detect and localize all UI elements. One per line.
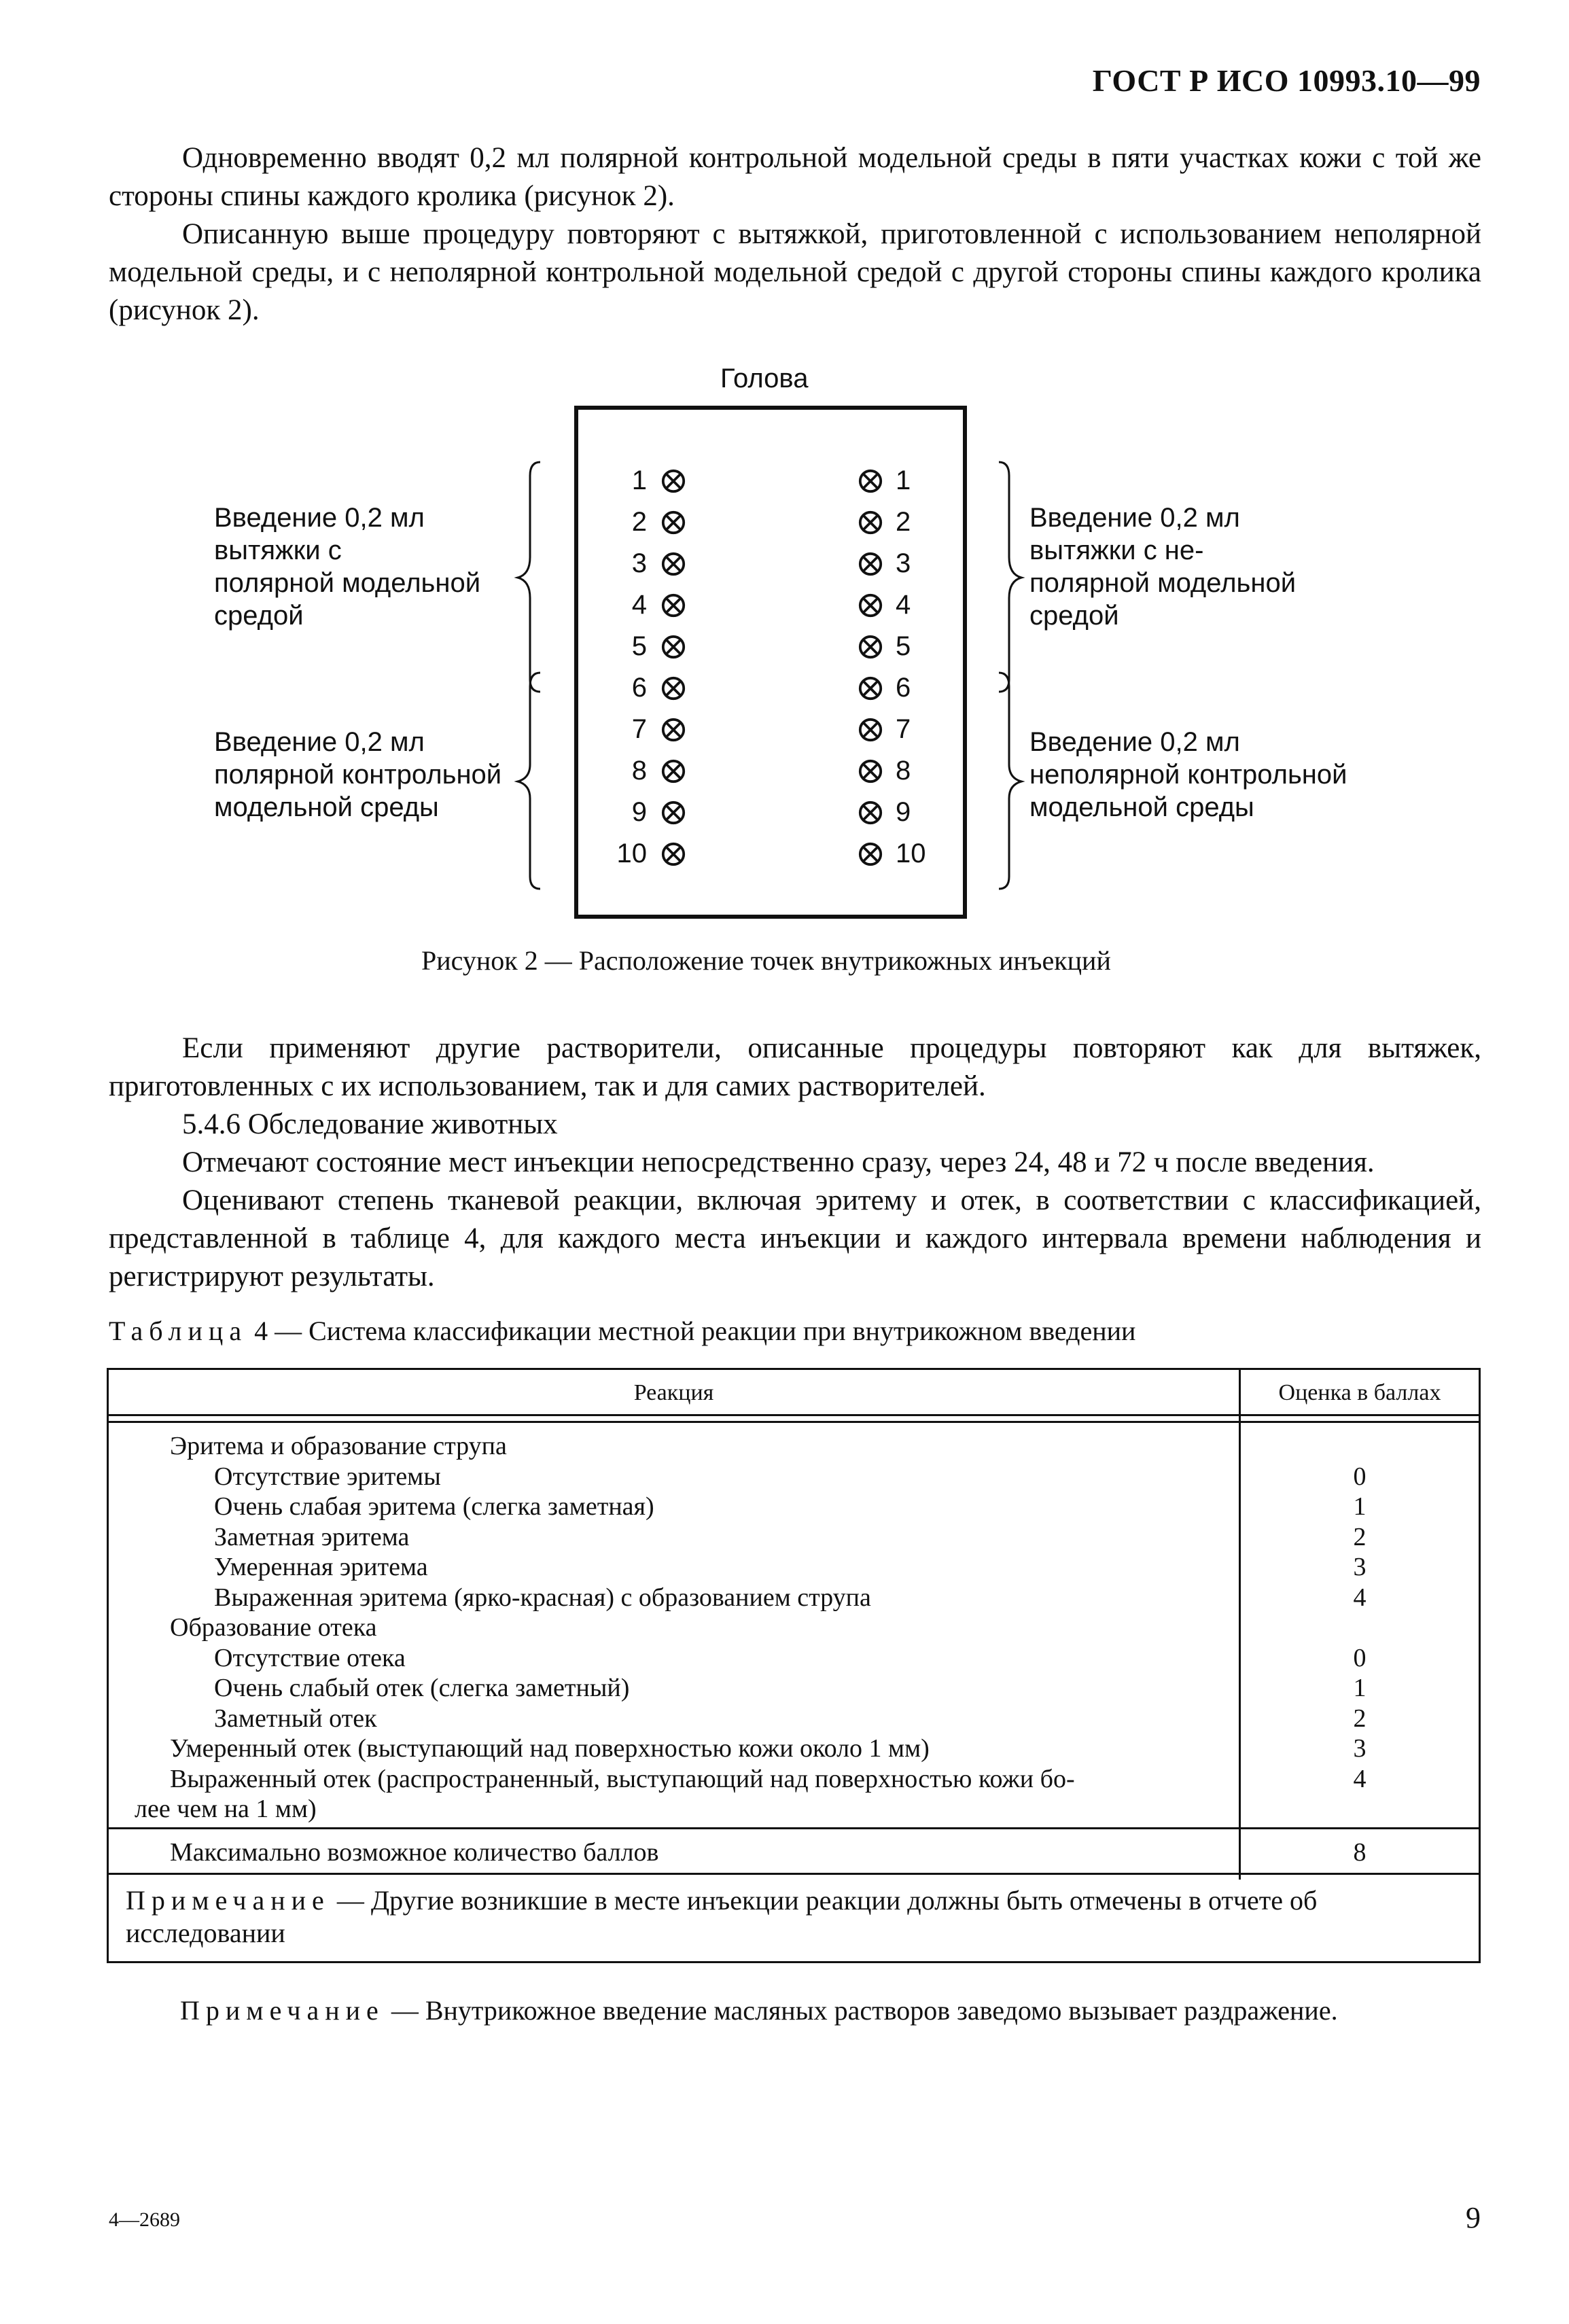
table-row-score: 0 [1353,1643,1367,1672]
table-title-text: 4 — Система классификации местной реакции при внутрикожном введении [254,1316,1136,1346]
right-injection-number: 8 [896,756,911,786]
right-injection-number: 1 [896,465,911,495]
table-row-reaction: Умеренная эритема [214,1553,428,1581]
label-line: вытяжки с не- [1029,535,1204,565]
table-row-score: 4 [1353,1764,1367,1793]
label-line: модельной среды [214,792,439,822]
left-injection-number: 9 [631,797,647,827]
label-left-bottom [214,726,501,824]
table-row-score: 1 [1353,1492,1367,1521]
row-rule [109,1873,1479,1875]
classification-table [107,1368,1481,1963]
brace-left-top [518,462,540,692]
intro-paragraph-1: Одновременно вводят 0,2 мл полярной контрольной модельной среды в пяти участках кожи с той же стороны спины каждого кролика (рисунок 2). [109,142,1481,212]
table-row-score: 1 [1353,1674,1367,1702]
table-row-reaction: Умеренный отек (выступающий над поверхностью кожи около 1 мм) [170,1734,930,1763]
table-row-reaction: лее чем на 1 мм) [135,1795,317,1823]
body-paragraph-1: Если применяют другие растворители, описанные процедуры повторяют как для вытяжек, приготовленных с их использованием, так и для самих растворителей. [109,1032,1481,1102]
column-divider [1239,1370,1241,1880]
table-title-word: Таблица [109,1316,248,1346]
label-right-bottom [1029,726,1347,824]
figure-head-label: Голова [720,364,809,393]
right-injection-number: 10 [896,839,926,868]
left-injection-number: 5 [631,631,647,661]
table-row-reaction: Отсутствие отека [214,1643,406,1672]
table-row-score: 3 [1353,1734,1367,1763]
label-line: Введение 0,2 мл [1029,727,1240,757]
brace-left-bottom [518,673,540,889]
max-label: Максимально возможное количество баллов [170,1838,659,1867]
label-line: полярной модельной [1029,568,1297,598]
header-rule [109,1421,1479,1423]
right-injection-number: 4 [896,590,911,620]
table-row-reaction: Эритема и образование струпа [170,1432,507,1460]
left-injection-number: 7 [631,714,647,744]
label-line: средой [214,601,304,631]
table-row-score: 3 [1353,1553,1367,1581]
right-injection-number: 5 [896,631,911,661]
table-row-reaction: Очень слабый отек (слегка заметный) [214,1674,630,1702]
right-injection-number: 7 [896,714,911,744]
left-injection-number: 6 [631,673,647,703]
bottom-note-word: Примечание [180,1995,385,2026]
table-row-reaction: Выраженная эритема (ярко-красная) с образованием струпа [214,1583,871,1612]
table-note-word: Примечание [126,1885,330,1916]
table-note [126,1884,1458,1950]
table-row-reaction: Заметный отек [214,1704,377,1733]
table-row-reaction: Образование отека [170,1613,377,1642]
max-value: 8 [1353,1838,1367,1867]
left-injection-number: 10 [616,839,647,868]
brace-right-top [999,462,1021,692]
brace-right-bottom [999,673,1021,889]
label-line: модельной среды [1029,792,1254,822]
table-note-text: — Другие возникшие в месте инъекции реакции должны быть отмечены в отчете об исследовании [126,1885,1318,1948]
bottom-note-text: — Внутрикожное введение масляных растворов заведомо вызывает раздражение. [384,1995,1338,2026]
table-row-reaction: Выраженный отек (распространенный, выступающий над поверхностью кожи бо- [170,1764,1075,1793]
header-rule [109,1414,1479,1416]
left-injection-number: 1 [631,465,647,495]
body-text [109,1029,1481,1296]
right-injection-number: 6 [896,673,911,703]
table-title [109,1315,1135,1347]
left-injection-number: 8 [631,756,647,786]
label-line: Введение 0,2 мл [214,727,425,757]
figure-caption: Рисунок 2 — Расположение точек внутрикожных инъекций [421,945,1111,976]
label-line: средой [1029,601,1119,631]
header-score: Оценка в баллах [1278,1380,1441,1405]
row-rule [109,1827,1479,1829]
table-row-score: 2 [1353,1704,1367,1733]
body-paragraph-3: Оценивают степень тканевой реакции, включая эритему и отек, в соответствии с классификацией, представленной в таблице 4, для каждого места инъекции и каждого интервала времени наблюдения и регистрируют результаты. [109,1184,1481,1292]
label-line: полярной контрольной [214,760,502,790]
table-row-score: 2 [1353,1522,1367,1551]
label-line: неполярной контрольной [1029,760,1347,790]
table-row-reaction: Очень слабая эритема (слегка заметная) [214,1492,654,1521]
section-heading: 5.4.6 Обследование животных [182,1108,558,1140]
label-line: Введение 0,2 мл [214,503,425,533]
label-left-top [214,501,480,632]
page-number: 9 [1466,2201,1481,2234]
left-injection-number: 3 [631,548,647,578]
label-line: полярной модельной [214,568,481,598]
right-injection-number: 2 [896,507,911,537]
left-injection-number: 4 [631,590,647,620]
label-right-top [1029,501,1296,632]
table-row-reaction: Отсутствие эритемы [214,1462,441,1491]
body-paragraph-2: Отмечают состояние мест инъекции непосредственно сразу, через 24, 48 и 72 ч после введения. [182,1146,1375,1178]
table-row-score: 4 [1353,1583,1367,1612]
right-injection-number: 9 [896,797,911,827]
right-injection-number: 3 [896,548,911,578]
label-line: вытяжки с [214,535,342,565]
footer-code: 4—2689 [109,2208,180,2231]
bottom-note [180,1994,1338,2027]
left-injection-number: 2 [631,507,647,537]
header-reaction: Реакция [633,1380,714,1405]
document-code: ГОСТ Р ИСО 10993.10—99 [1092,63,1481,98]
table-row-reaction: Заметная эритема [214,1522,410,1551]
label-line: Введение 0,2 мл [1029,503,1240,533]
intro-paragraph-2: Описанную выше процедуру повторяют с вытяжкой, приготовленной с использованием неполярной модельной среды, и с неполярной контрольной модельной средой с другой стороны спины каждого кролика (рисунок 2). [109,218,1481,326]
table-row-score: 0 [1353,1462,1367,1491]
